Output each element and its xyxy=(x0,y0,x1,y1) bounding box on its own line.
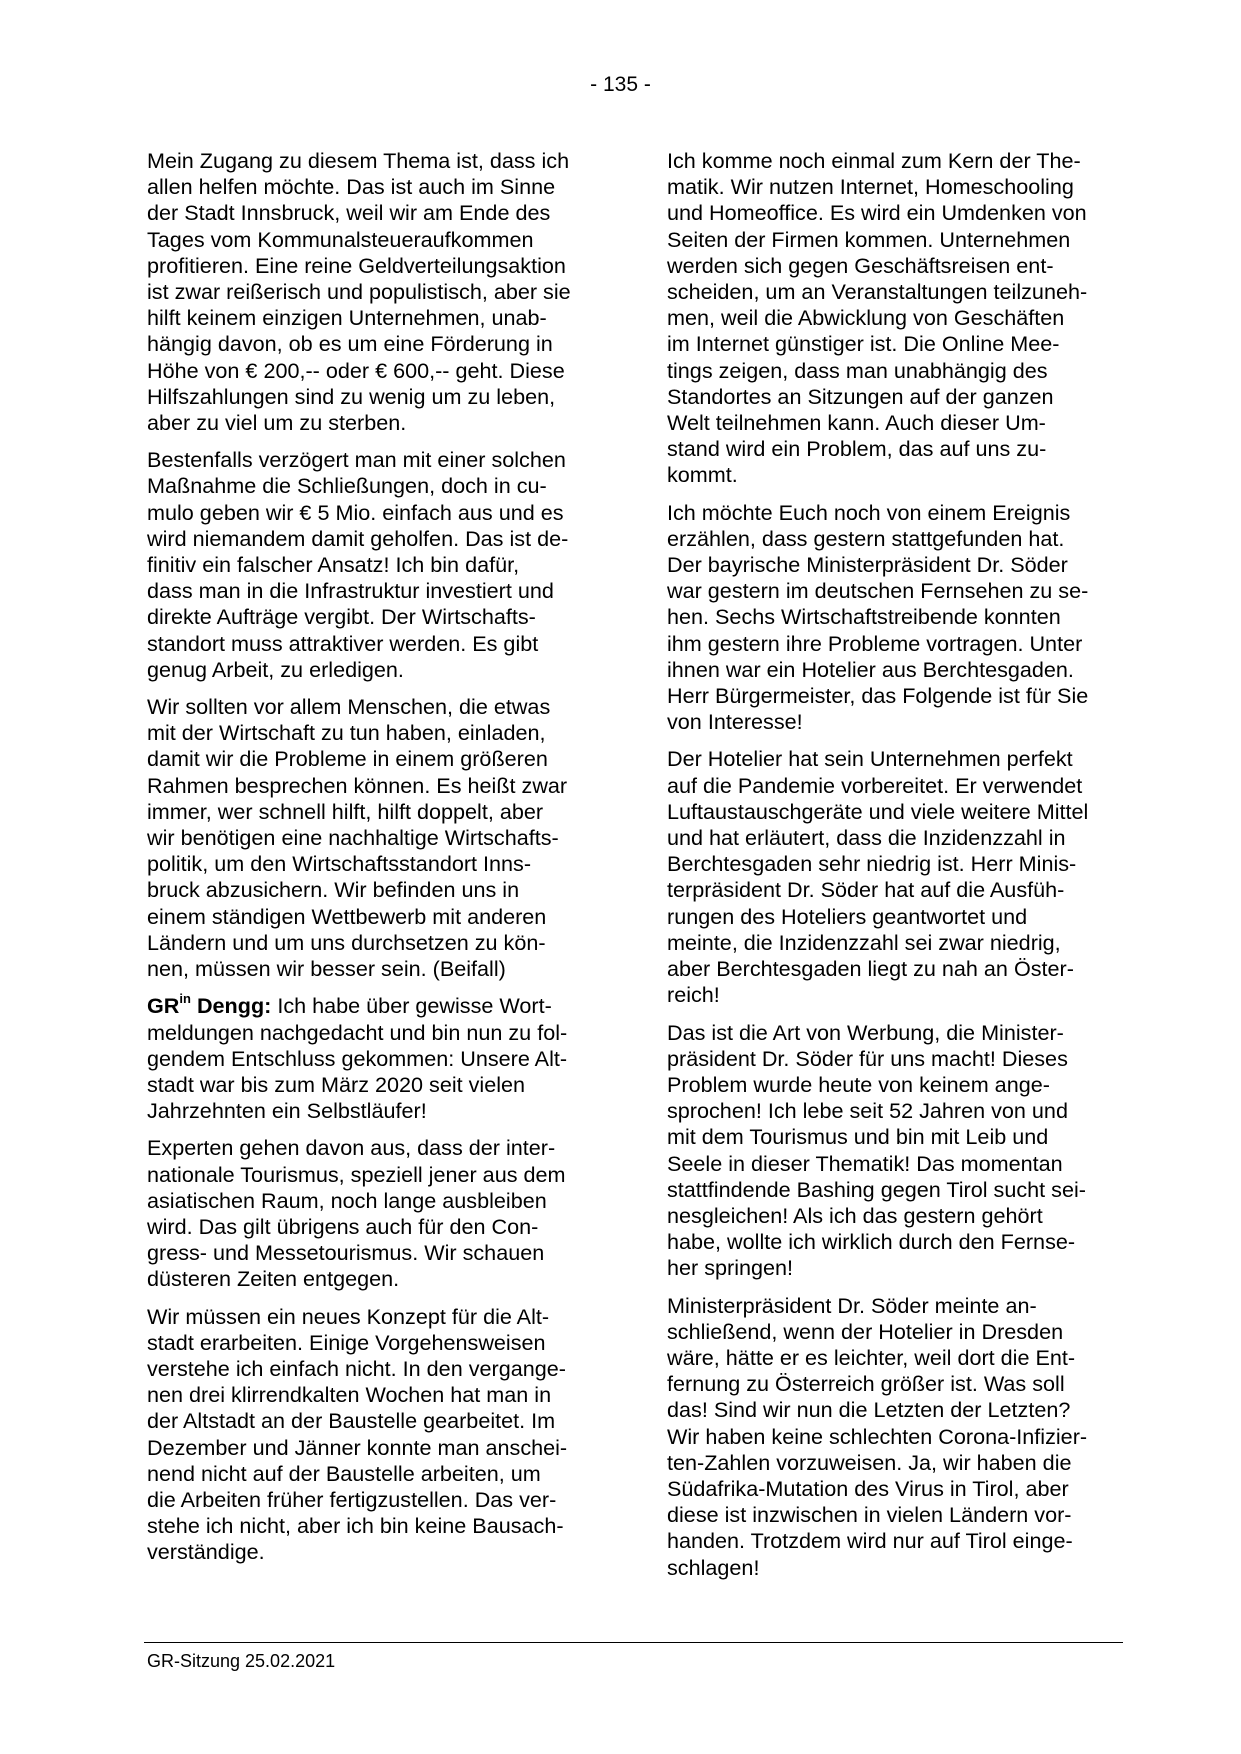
text-line: wir benötigen eine nachhaltige Wirtschafts- xyxy=(147,825,559,851)
text-line: bruck abzusichern. Wir befinden uns in xyxy=(147,877,520,903)
text-line: Tages vom Kommunalsteueraufkommen xyxy=(147,226,534,252)
text-line: Experten gehen davon aus, dass der inter- xyxy=(147,1135,556,1161)
text-line: damit wir die Probleme in einem größeren xyxy=(147,746,548,772)
paragraph xyxy=(147,1135,602,1292)
text-line: Hilfszahlungen sind zu wenig um zu leben, xyxy=(147,383,556,409)
footer-divider xyxy=(144,1642,1123,1643)
right-column xyxy=(667,148,1122,1592)
text-line: Das ist die Art von Werbung, die Minister- xyxy=(667,1019,1064,1045)
text-line: ist zwar reißerisch und populistisch, aber sie xyxy=(147,279,571,305)
text-line: Seiten der Firmen kommen. Unternehmen xyxy=(667,226,1071,252)
paragraph xyxy=(667,148,1122,489)
text-line: schlagen! xyxy=(667,1554,760,1580)
paragraph xyxy=(147,148,602,436)
text-line: dass man in die Infrastruktur investiert und xyxy=(147,578,554,604)
text-line: terpräsident Dr. Söder hat auf die Ausfüh- xyxy=(667,877,1065,903)
text-line: nesgleichen! Als ich das gestern gehört xyxy=(667,1202,1043,1228)
text-line: Problem wurde heute von keinem ange- xyxy=(667,1071,1050,1097)
text-line: direkte Aufträge vergibt. Der Wirtschafts- xyxy=(147,604,536,630)
text-line: Bestenfalls verzögert man mit einer solchen xyxy=(147,447,566,473)
text-line: Herr Bürgermeister, das Folgende ist für Sie xyxy=(667,683,1089,709)
text-line: wäre, hätte er es leichter, weil dort die Ent- xyxy=(667,1344,1076,1370)
text-line: genug Arbeit, zu erledigen. xyxy=(147,656,404,682)
text-line: werden sich gegen Geschäftsreisen ent- xyxy=(667,252,1054,278)
text-line: aber Berchtesgaden liegt zu nah an Öster- xyxy=(667,956,1074,982)
speaker-surname: Dengg: xyxy=(196,993,272,1019)
text-line: ihnen war ein Hotelier aus Berchtesgaden. xyxy=(667,656,1074,682)
text-line: finitiv ein falscher Ansatz! Ich bin dafür, xyxy=(147,552,520,578)
text-line: nationale Tourismus, speziell jener aus dem xyxy=(147,1161,566,1187)
speaker-title-suffix: in xyxy=(179,991,191,1007)
text-line: Jahrzehnten ein Selbstläufer! xyxy=(147,1098,427,1124)
footer-session-date: GR-Sitzung 25.02.2021 xyxy=(147,1651,336,1671)
text-line: wird. Das gilt übrigens auch für den Con- xyxy=(147,1213,539,1239)
text-line: Der Hotelier hat sein Unternehmen perfekt xyxy=(667,746,1073,772)
text-line: asiatischen Raum, noch lange ausbleiben xyxy=(147,1187,547,1213)
text-line: profitieren. Eine reine Geldverteilungsaktion xyxy=(147,252,566,278)
page-number: - 135 - xyxy=(590,73,651,96)
text-line: Ländern und um uns durchsetzen zu kön- xyxy=(147,929,546,955)
text-line: Welt teilnehmen kann. Auch dieser Um- xyxy=(667,410,1046,436)
paragraph xyxy=(147,1304,602,1566)
paragraph xyxy=(147,447,602,683)
paragraph xyxy=(667,500,1122,736)
text-line: handen. Trotzdem wird nur auf Tirol einge- xyxy=(667,1528,1073,1554)
text-line: rungen des Hoteliers geantwortet und xyxy=(667,903,1028,929)
text-line: Wir haben keine schlechten Corona-Infizier- xyxy=(667,1423,1088,1449)
text-line: wird niemandem damit geholfen. Das ist de- xyxy=(147,525,569,551)
paragraph xyxy=(147,694,602,982)
text-line: reich! xyxy=(667,982,720,1008)
text-line: standort muss attraktiver werden. Es gibt xyxy=(147,630,539,656)
text-line: Ich möchte Euch noch von einem Ereignis xyxy=(667,499,1071,525)
text-line: hängig davon, ob es um eine Förderung in xyxy=(147,331,553,357)
text-line: fernung zu Österreich größer ist. Was soll xyxy=(667,1371,1065,1397)
text-line: auf die Pandemie vorbereitet. Er verwendet xyxy=(667,772,1083,798)
left-column xyxy=(147,148,602,1577)
text-line: war gestern im deutschen Fernsehen zu se- xyxy=(667,578,1089,604)
text-line: Ich komme noch einmal zum Kern der The- xyxy=(667,148,1081,173)
text-line: kommt. xyxy=(667,462,738,488)
text-line: Südafrika-Mutation des Virus in Tirol, aber xyxy=(667,1475,1069,1501)
text-line: präsident Dr. Söder für uns macht! Dieses xyxy=(667,1045,1068,1071)
speaker-name xyxy=(147,993,271,1018)
text-line: allen helfen möchte. Das ist auch im Sinne xyxy=(147,174,556,200)
text-line: men, weil die Abwicklung von Geschäften xyxy=(667,305,1065,331)
text-line: Rahmen besprechen können. Es heißt zwar xyxy=(147,772,568,798)
text-line: nen, müssen wir besser sein. (Beifall) xyxy=(147,956,506,982)
text-line: nen drei klirrendkalten Wochen hat man in xyxy=(147,1382,552,1408)
text-line: schließend, wenn der Hotelier in Dresden xyxy=(667,1318,1064,1344)
text-line: Standortes an Sitzungen auf der ganzen xyxy=(667,383,1054,409)
text-line: gress- und Messetourismus. Wir schauen xyxy=(147,1240,545,1266)
text-line: Dezember und Jänner konnte man anschei- xyxy=(147,1434,568,1460)
text-line: Wir müssen ein neues Konzept für die Alt- xyxy=(147,1303,550,1329)
text-line: Seele in dieser Thematik! Das momentan xyxy=(667,1150,1063,1176)
text-line: politik, um den Wirtschaftsstandort Inns- xyxy=(147,851,532,877)
text-line: ten-Zahlen vorzuweisen. Ja, wir haben die xyxy=(667,1449,1072,1475)
text-line: her springen! xyxy=(667,1255,794,1281)
text-line: die Arbeiten früher fertigzustellen. Das ver- xyxy=(147,1486,557,1512)
text-line: meldungen nachgedacht und bin nun zu fol- xyxy=(147,1019,568,1045)
text-line: diese ist inzwischen in vielen Ländern vor- xyxy=(667,1502,1072,1528)
text-line: Wir sollten vor allem Menschen, die etwas xyxy=(147,694,551,720)
text-line: von Interesse! xyxy=(667,709,803,735)
text-line: mit der Wirtschaft zu tun haben, einladen, xyxy=(147,720,546,746)
text-line: Berchtesgaden sehr niedrig ist. Herr Minis- xyxy=(667,851,1077,877)
text-line: erzählen, dass gestern stattgefunden hat. xyxy=(667,525,1065,551)
paragraph xyxy=(147,993,602,1124)
text-line: gendem Entschluss gekommen: Unsere Alt- xyxy=(147,1045,568,1071)
text-line: Der bayrische Ministerpräsident Dr. Söder xyxy=(667,552,1068,578)
text-line: scheiden, um an Veranstaltungen teilzuneh- xyxy=(667,279,1088,305)
text-line: der Stadt Innsbruck, weil wir am Ende des xyxy=(147,200,551,226)
text-line: hen. Sechs Wirtschaftstreibende konnten xyxy=(667,604,1061,630)
paragraph xyxy=(667,746,1122,1008)
text-line: einem ständigen Wettbewerb mit anderen xyxy=(147,903,547,929)
text-line: Mein Zugang zu diesem Thema ist, dass ich xyxy=(147,148,570,173)
text-line: und Homeoffice. Es wird ein Umdenken von xyxy=(667,200,1087,226)
text-line: und hat erläutert, dass die Inzidenzzahl in xyxy=(667,825,1066,851)
text-line: nend nicht auf der Baustelle arbeiten, um xyxy=(147,1460,541,1486)
text-line: stadt erarbeiten. Einige Vorgehensweisen xyxy=(147,1329,546,1355)
text-line: stadt war bis zum März 2020 seit vielen xyxy=(147,1071,526,1097)
text-line: tings zeigen, dass man unabhängig des xyxy=(667,357,1048,383)
speech-start: Ich habe über gewisse Wort- xyxy=(271,993,552,1019)
text-line: ihm gestern ihre Probleme vortragen. Unter xyxy=(667,630,1083,656)
text-line: meinte, die Inzidenzzahl sei zwar niedrig, xyxy=(667,929,1061,955)
text-line: aber zu viel um zu sterben. xyxy=(147,410,407,436)
text-line: der Altstadt an der Baustelle gearbeitet. Im xyxy=(147,1408,556,1434)
text-line: Maßnahme die Schließungen, doch in cu- xyxy=(147,473,547,499)
text-line: stattfindende Bashing gegen Tirol sucht sei- xyxy=(667,1176,1086,1202)
text-line: stand wird ein Problem, das auf uns zu- xyxy=(667,436,1047,462)
text-line: mit dem Tourismus und bin mit Leib und xyxy=(667,1124,1049,1150)
text-line: matik. Wir nutzen Internet, Homeschooling xyxy=(667,174,1074,200)
text-line: Luftaustauschgeräte und viele weitere Mittel xyxy=(667,798,1089,824)
text-line: immer, wer schnell hilft, hilft doppelt, aber xyxy=(147,798,544,824)
text-line: im Internet günstiger ist. Die Online Mee- xyxy=(667,331,1060,357)
speaker-title: GR xyxy=(147,993,180,1019)
text-line: mulo geben wir € 5 Mio. einfach aus und es xyxy=(147,499,564,525)
text-line: verstehe ich einfach nicht. In den vergange- xyxy=(147,1355,566,1381)
paragraph xyxy=(667,1020,1122,1282)
text-line: stehe ich nicht, aber ich bin keine Bausach- xyxy=(147,1513,564,1539)
text-line: Höhe von € 200,-- oder € 600,-- geht. Diese xyxy=(147,357,565,383)
text-line: verständige. xyxy=(147,1539,265,1565)
text-line xyxy=(147,993,602,1019)
paragraph xyxy=(667,1293,1122,1581)
text-line: sprochen! Ich lebe seit 52 Jahren von und xyxy=(667,1098,1068,1124)
text-line: hilft keinem einzigen Unternehmen, unab- xyxy=(147,305,547,331)
text-line: düsteren Zeiten entgegen. xyxy=(147,1266,400,1292)
text-line: Ministerpräsident Dr. Söder meinte an- xyxy=(667,1292,1037,1318)
text-line: das! Sind wir nun die Letzten der Letzten? xyxy=(667,1397,1071,1423)
text-line: habe, wollte ich wirklich durch den Fernse- xyxy=(667,1229,1076,1255)
